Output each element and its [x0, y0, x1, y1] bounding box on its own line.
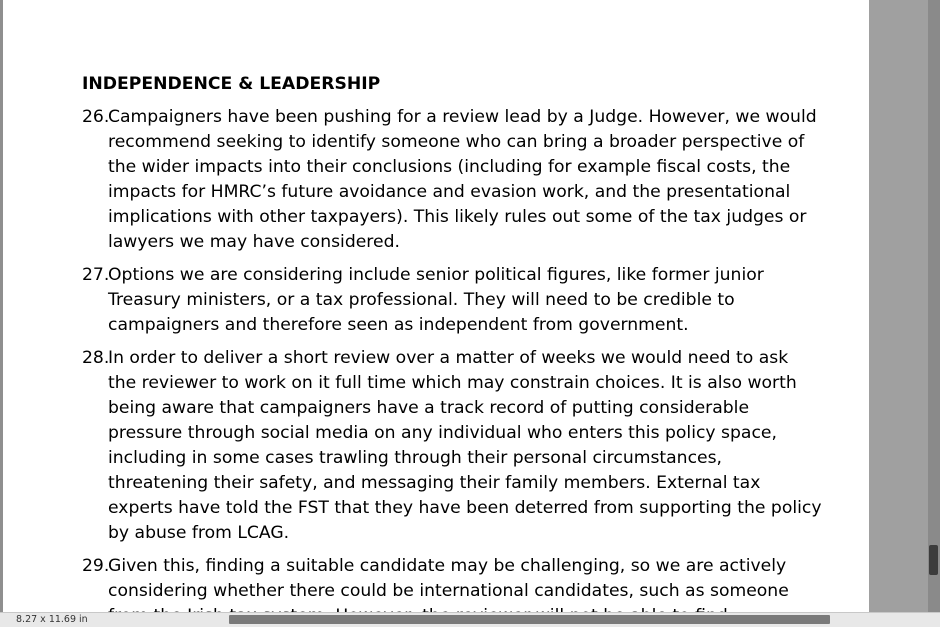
paragraph-line: Given this, finding a suitable candidate may be challenging, so we are actively — [108, 556, 787, 576]
horizontal-scroll-thumb[interactable] — [229, 615, 830, 624]
paragraph-number: 28. — [82, 348, 110, 368]
paragraph-line: including in some cases trawling through their personal circumstances, — [108, 448, 723, 468]
paragraph-line: Options we are considering include senior political figures, like former junior — [108, 265, 764, 285]
section-heading: INDEPENDENCE & LEADERSHIP — [82, 74, 381, 94]
paragraph-27 — [82, 263, 812, 338]
paragraph-line: experts have told the FST that they have been deterred from supporting the policy — [108, 498, 822, 518]
vertical-scroll-track[interactable] — [928, 0, 940, 612]
paragraph-line: In order to deliver a short review over a matter of weeks we would need to ask — [108, 348, 789, 368]
paragraph-28 — [82, 346, 822, 546]
paragraph-line: recommend seeking to identify someone who can bring a broader perspective of — [108, 132, 805, 152]
paragraph-number: 26. — [82, 107, 110, 127]
paragraph-number: 29. — [82, 556, 110, 576]
page-left-edge — [0, 0, 3, 612]
page-size-label: 8.27 x 11.69 in — [16, 614, 88, 625]
paragraph-line: being aware that campaigners have a track record of putting considerable — [108, 398, 750, 418]
paragraph-26 — [82, 105, 817, 255]
document-body — [82, 72, 822, 637]
paragraph-line: impacts for HMRC’s future avoidance and evasion work, and the presentational — [108, 182, 791, 202]
paragraph-line: implications with other taxpayers). This likely rules out some of the tax judges or — [108, 207, 807, 227]
paragraph-line: threatening their safety, and messaging their family members. External tax — [108, 473, 761, 493]
paragraph-line: campaigners and therefore seen as independent from government. — [108, 315, 689, 335]
vertical-scrollbar[interactable] — [869, 0, 940, 612]
paragraph-line: Treasury ministers, or a tax professional. They will need to be credible to — [108, 290, 735, 310]
paragraph-line: pressure through social media on any individual who enters this policy space, — [108, 423, 777, 443]
paragraph-line: Campaigners have been pushing for a review lead by a Judge. However, we would — [108, 107, 817, 127]
paragraph-number: 27. — [82, 265, 110, 285]
paragraph-line: by abuse from LCAG. — [108, 523, 290, 543]
paragraph-line: lawyers we may have considered. — [108, 232, 400, 252]
status-bar — [0, 612, 940, 627]
paragraph-line: considering whether there could be international candidates, such as someone — [108, 581, 789, 601]
vertical-scroll-thumb[interactable] — [929, 545, 938, 575]
paragraph-line: the wider impacts into their conclusions (including for example fiscal costs, the — [108, 157, 791, 177]
paragraph-line: the reviewer to work on it full time which may constrain choices. It is also worth — [108, 373, 797, 393]
